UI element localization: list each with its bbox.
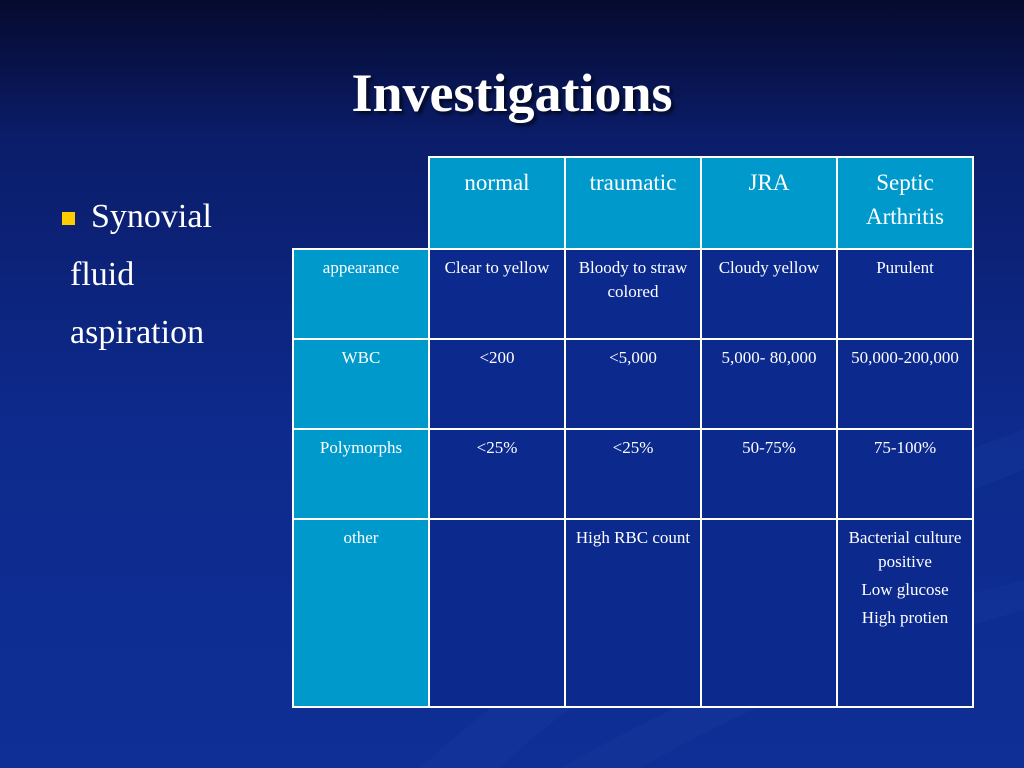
cell-text: Clear to yellow	[444, 258, 550, 277]
table-cell	[565, 519, 701, 707]
table-cell	[429, 339, 565, 429]
bullet-list	[62, 188, 212, 362]
investigations-table	[292, 156, 974, 708]
cell-text: Purulent	[876, 258, 934, 277]
table-cell	[701, 519, 837, 707]
bullet-item	[62, 188, 212, 246]
table-row	[293, 249, 973, 339]
cell-text: Bloody to straw colored	[578, 258, 688, 301]
header-row	[293, 157, 973, 249]
row-header-appearance: appearance	[293, 249, 429, 339]
square-bullet-icon	[62, 212, 75, 225]
cell-text: <25%	[612, 438, 654, 457]
cell-text: <25%	[476, 438, 518, 457]
table-cell	[565, 249, 701, 339]
column-header-normal: normal	[429, 157, 565, 249]
row-header-other: other	[293, 519, 429, 707]
cell-text: <5,000	[609, 348, 657, 367]
cell-text: 50-75%	[742, 438, 796, 457]
column-header-jra: JRA	[701, 157, 837, 249]
cell-text: 5,000- 80,000	[721, 348, 817, 367]
cell-text: Low glucose	[861, 580, 949, 599]
table-cell	[837, 339, 973, 429]
corner-cell	[293, 157, 429, 249]
table-cell	[565, 429, 701, 519]
bullet-continuation: fluid	[70, 256, 135, 293]
table-row	[293, 429, 973, 519]
row-header-wbc: WBC	[293, 339, 429, 429]
table-cell	[701, 429, 837, 519]
table-cell	[701, 249, 837, 339]
table-cell	[429, 249, 565, 339]
cell-text: High protien	[861, 608, 949, 627]
cell-text: 50,000-200,000	[851, 348, 959, 367]
column-header-traumatic: traumatic	[565, 157, 701, 249]
slide-title: Investigations	[351, 63, 673, 123]
cell-text: <200	[479, 348, 515, 367]
bullet-text: Synovial	[91, 198, 212, 235]
table-cell	[429, 519, 565, 707]
bullet-continuation: aspiration	[70, 314, 205, 351]
table-cell	[565, 339, 701, 429]
row-header-polymorphs: Polymorphs	[293, 429, 429, 519]
table-row	[293, 339, 973, 429]
table-row	[293, 519, 973, 707]
column-header-septic-arthritis: Septic Arthritis	[837, 157, 973, 249]
cell-text: 75-100%	[873, 438, 937, 457]
cell-text: Cloudy yellow	[718, 258, 820, 277]
table-cell	[701, 339, 837, 429]
table-cell	[837, 429, 973, 519]
table-body	[293, 249, 973, 707]
cell-text: Bacterial culture positive	[848, 528, 962, 571]
table-cell	[429, 429, 565, 519]
table-cell	[837, 519, 973, 707]
cell-text: High RBC count	[575, 528, 691, 547]
table-cell	[837, 249, 973, 339]
